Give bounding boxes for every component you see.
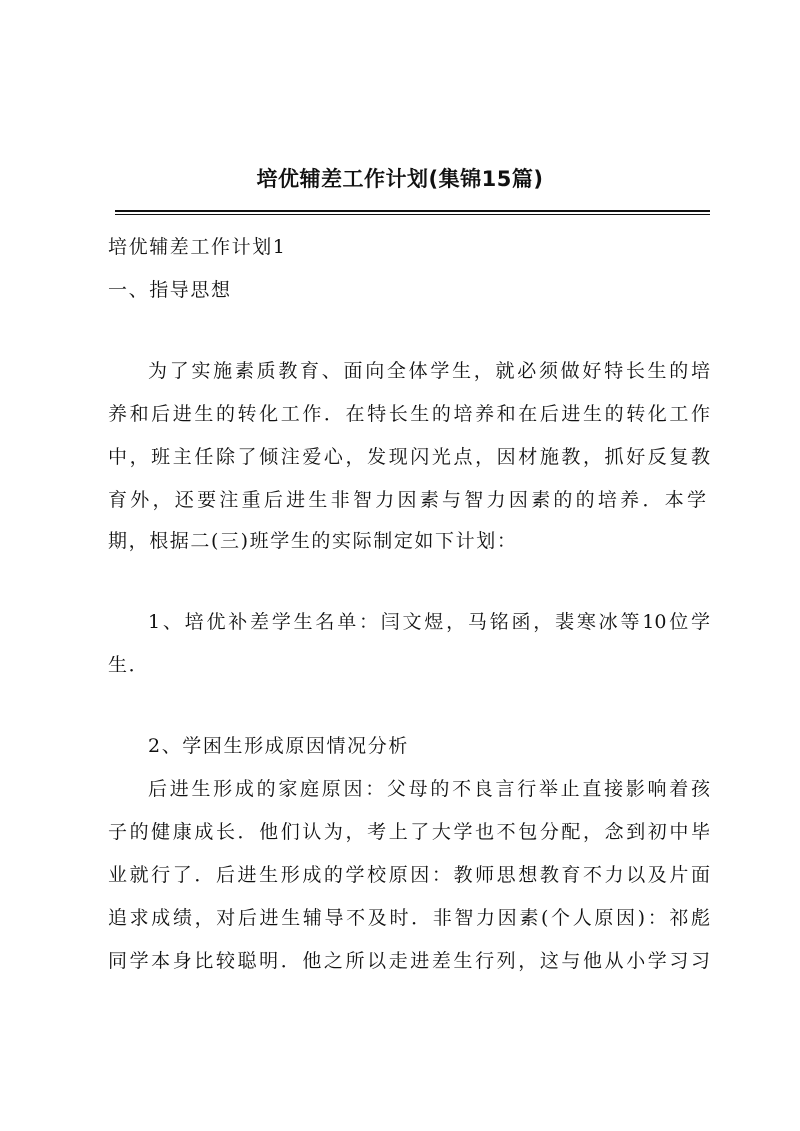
paragraph-line: 为了实施素质教育、面向全体学生，就必须做好特长生的培	[148, 360, 710, 382]
paragraph-line: 同学本身比较聪明．他之所以走进差生行列，这与他从小学习习	[108, 950, 710, 972]
paragraph-line: 业就行了．后进生形成的学校原因：教师思想教育不力以及片面	[108, 864, 710, 886]
list-item-line: 生．	[108, 654, 150, 676]
paragraph-line: 中，班主任除了倾注爱心，发现闪光点，因材施教，抓好反复教	[108, 446, 710, 468]
paragraph-line: 育外，还要注重后进生非智力因素与智力因素的的培养．本学	[108, 489, 706, 511]
title-divider	[115, 210, 710, 212]
list-item-heading: 2、学困生形成原因情况分析	[148, 735, 409, 757]
section-title: 培优辅差工作计划1	[108, 236, 287, 258]
paragraph-line: 后进生形成的家庭原因：父母的不良言行举止直接影响着孩	[148, 778, 710, 800]
heading-guiding-thought: 一、指导思想	[108, 279, 232, 301]
title-divider-thin	[115, 214, 710, 215]
paragraph-line: 追求成绩，对后进生辅导不及时．非智力因素(个人原因)：祁彪	[108, 907, 710, 929]
document-title: 培优辅差工作计划(集锦15篇)	[256, 167, 544, 191]
list-item-line: 1、培优补差学生名单：闫文煜，马铭函，裴寒冰等10位学	[148, 611, 710, 633]
paragraph-line: 期，根据二(三)班学生的实际制定如下计划：	[108, 530, 518, 552]
paragraph-line: 养和后进生的转化工作．在特长生的培养和在后进生的转化工作	[108, 403, 710, 425]
paragraph-line: 子的健康成长．他们认为，考上了大学也不包分配，念到初中毕	[108, 821, 710, 843]
